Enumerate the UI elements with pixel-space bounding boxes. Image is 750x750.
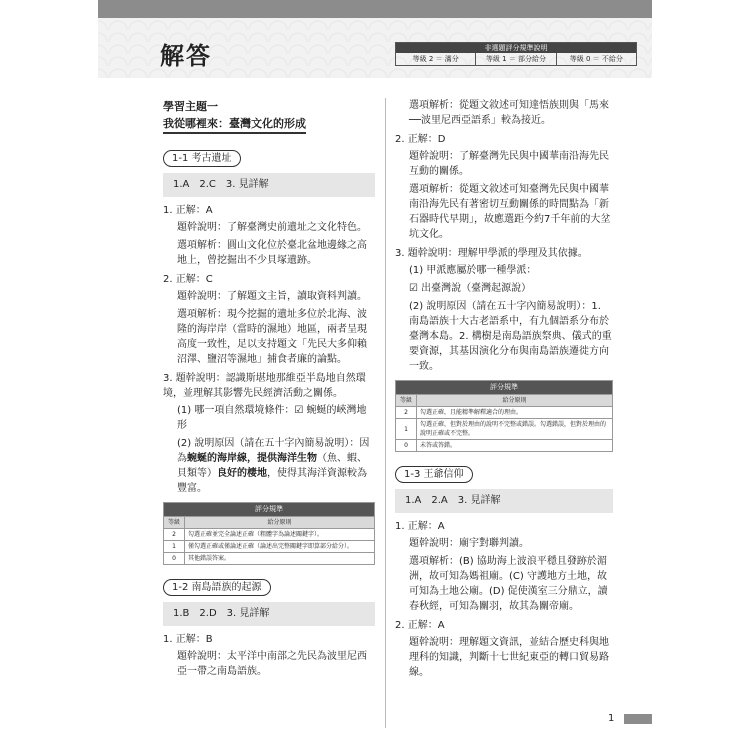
rule-cell: 其他錯誤答案。: [185, 553, 375, 565]
level-cell: 2: [164, 529, 185, 541]
table-row: [396, 440, 613, 452]
question-2: 2. 正解：A: [395, 620, 445, 631]
page-title: 解答: [160, 42, 212, 70]
answer-summary-1-2: 1.B 2.D 3. 見詳解: [163, 602, 375, 626]
option-analysis: 選項解析：(B) 協助海上波浪平穩且發跡於湄洲，故可知為媽祖廟。(C) 守護地方土地，故可知為土地公廟。(D) 促使漢室三分鼎立，讀春秋經，可知為關羽，故其為關帝廟。: [409, 556, 608, 612]
rule-cell: 勾選正確並完全論述正確（粗體字為論述關鍵字）。: [185, 529, 375, 541]
scoring-header-rule: 給分原則: [417, 395, 613, 407]
stem-explanation: 題幹說明：了解臺灣史前遺址之文化特色。: [177, 222, 367, 233]
section-pill-1-2: 1-2 南島語族的起源: [163, 579, 271, 596]
rule-cell: 勾選正確，且能精準解釋適合的理由。: [417, 407, 613, 419]
sub-answer-2-end: ，使得其海洋資源較為豐富。: [177, 468, 367, 494]
sub-answer-1-choice: ☑ 出臺灣說（臺灣起源說）: [409, 283, 532, 294]
level-cell: 1: [396, 419, 417, 440]
page-number: 1: [608, 713, 615, 724]
level-cell: 1: [164, 541, 185, 553]
stem-explanation: 題幹說明：廟宇對聯判讀。: [409, 538, 529, 549]
option-analysis: 選項解析：圓山文化位於臺北盆地邊緣之高地上，曾挖掘出不少貝塚遺跡。: [177, 240, 367, 266]
rubric-level-1: 等級 1 ＝ 部分給分: [476, 53, 556, 65]
option-analysis: 選項解析：從題文敘述可知臺灣先民與中國華南沿海先民有著密切互動關係的時間點為「新石器時代早期」，故應選距今約7千年前的大坌坑文化。: [409, 184, 611, 240]
left-column: [163, 98, 375, 682]
rule-cell: 僅勾選正確或僅論述正確（論述出完整關鍵字即算部分給分）。: [185, 541, 375, 553]
answer-summary-1-3: 1.A 2.A 3. 見詳解: [395, 489, 613, 513]
sub-answer-2-middle: （魚、蝦、貝類等）: [177, 453, 367, 479]
scoring-table-caption: 評分規準: [396, 381, 613, 395]
scoring-table-1-1: [163, 502, 375, 565]
stem-explanation: 題幹說明：理解題文資訊，並結合歷史科與地理科的知識，判斷十七世紀東亞的轉口貿易路線。: [409, 637, 609, 678]
column-divider: [385, 98, 386, 728]
question-2: 2. 正解：D: [395, 134, 446, 145]
rule-cell: 未答或答錯。: [417, 440, 613, 452]
sub-answer-2: [177, 436, 375, 496]
scoring-header-rule: 給分原則: [185, 517, 375, 529]
question-2: 2. 正解：C: [163, 274, 213, 285]
question-1: 1. 正解：B: [163, 634, 213, 645]
rubric-level-2: 等級 2 ＝ 滿分: [396, 53, 476, 65]
keyword-coastline: 蜿蜒的海岸線，提供海洋生物: [187, 453, 317, 464]
question-3: 3. 題幹說明：認識斯堪地那維亞半島地自然環境，並理解其影響先民經濟活動之關係。: [163, 373, 366, 399]
sub-answer-1: (1) 甲派應屬於哪一種學派：: [409, 265, 537, 276]
keyword-habitat: 良好的棲地: [217, 468, 267, 479]
question-1: 1. 正解：A: [163, 205, 213, 216]
section-pill-1-3: 1-3 王爺信仰: [395, 466, 473, 483]
table-row: [164, 541, 375, 553]
scoring-header-level: 等級: [164, 517, 185, 529]
level-cell: 0: [164, 553, 185, 565]
question-1: 1. 正解：A: [395, 521, 445, 532]
rubric-legend-title: 非選題評分規準說明: [396, 43, 636, 53]
scoring-table-caption: 評分規準: [164, 503, 375, 517]
table-row: [164, 553, 375, 565]
theme-title: 學習主題一: [163, 100, 218, 113]
level-cell: 0: [396, 440, 417, 452]
table-row: [396, 419, 613, 440]
option-analysis: 選項解析：現今挖掘的遺址多位於北海、波隆的海岸岸（當時的濕地）地區，兩者呈現高度一致性，足以支持題文「先民大多仰賴沼澤、鹽沼等濕地」捕食者廉的論點。: [177, 309, 367, 365]
rubric-level-0: 等級 0 ＝ 不給分: [569, 55, 623, 63]
stem-explanation: 題幹說明：太平洋中南部之先民為波里尼西亞一帶之南島語族。: [177, 651, 367, 677]
sub-answer-2-lead: (2) 說明原因（請在五十字內簡易說明）：因為: [177, 438, 370, 464]
rule-cell: 勾選正確，但對於理由的說明不完整或錯誤。勾選錯誤，但對於理由的說明正確或不完整。: [417, 419, 613, 440]
scoring-header-level: 等級: [396, 395, 417, 407]
level-cell: 2: [396, 407, 417, 419]
sub-answer-1: (1) 哪一項自然環境條件：☑ 蜿蜒的峽灣地形: [177, 405, 367, 431]
rubric-legend: [395, 42, 637, 66]
section-pill-1-1: 1-1 考古遺址: [163, 150, 241, 167]
question-3: 3. 題幹說明：理解甲學派的學理及其依據。: [395, 248, 588, 259]
answer-summary-1-1: 1.A 2.C 3. 見詳解: [163, 173, 375, 197]
option-analysis: 選項解析：從題文敘述可知達悟族則與「馬來──波里尼西亞語系」較為接近。: [409, 100, 609, 126]
theme-subtitle: 我從哪裡來：臺灣文化的形成: [163, 115, 306, 134]
stem-explanation: 題幹說明：了解臺灣先民與中國華南沿海先民互動的關係。: [409, 151, 609, 177]
footer-bar: [624, 714, 652, 724]
sub-answer-2: (2) 說明原因（請在五十字內簡易說明）：1. 南島語族十大古老語系中，有九個語系分布於臺灣本島。2. 構樹是南島語族祭典、儀式的重要資源，其基因演化分布與南島語族遷徙方向一致。: [409, 301, 612, 372]
table-row: [396, 407, 613, 419]
top-bar: [98, 0, 652, 18]
rubric-legend-levels: [396, 53, 636, 65]
stem-explanation: 題幹說明：了解題文主旨，讀取資料判讀。: [177, 291, 367, 302]
right-column: [395, 98, 613, 683]
scoring-table-1-2: [395, 380, 613, 452]
table-row: [164, 529, 375, 541]
